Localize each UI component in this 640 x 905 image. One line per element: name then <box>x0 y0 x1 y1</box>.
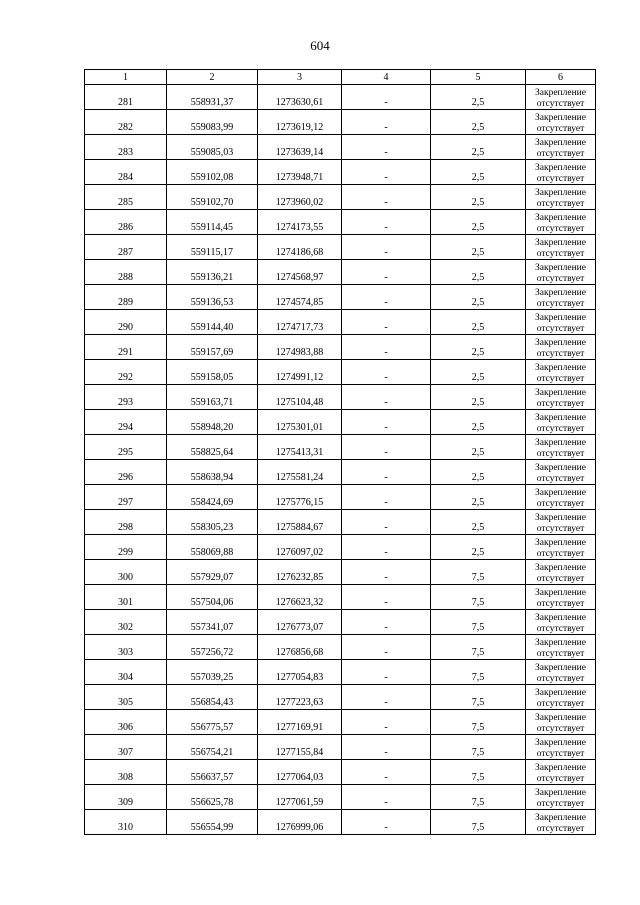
column-5-cell: 2,5 <box>431 510 526 535</box>
fixation-status-cell: Закрепление отсутствует <box>526 110 596 135</box>
fixation-status-cell: Закрепление отсутствует <box>526 510 596 535</box>
column-header: 6 <box>526 70 596 85</box>
column-5-cell: 2,5 <box>431 310 526 335</box>
column-4-cell: - <box>342 335 431 360</box>
column-5-cell: 2,5 <box>431 535 526 560</box>
fixation-status-cell: Закрепление отсутствует <box>526 435 596 460</box>
table-row <box>85 310 596 335</box>
table-row <box>85 660 596 685</box>
column-5-cell: 2,5 <box>431 385 526 410</box>
table-row <box>85 560 596 585</box>
point-number-cell: 291 <box>85 335 167 360</box>
column-4-cell: - <box>342 210 431 235</box>
point-number-cell: 283 <box>85 135 167 160</box>
fixation-status-cell: Закрепление отсутствует <box>526 485 596 510</box>
y-coordinate-cell: 1274983,88 <box>258 335 342 360</box>
column-5-cell: 2,5 <box>431 410 526 435</box>
column-5-cell: 2,5 <box>431 360 526 385</box>
column-5-cell: 7,5 <box>431 635 526 660</box>
column-5-cell: 2,5 <box>431 285 526 310</box>
y-coordinate-cell: 1276623,32 <box>258 585 342 610</box>
point-number-cell: 287 <box>85 235 167 260</box>
x-coordinate-cell: 557341,07 <box>167 610 258 635</box>
column-4-cell: - <box>342 435 431 460</box>
column-4-cell: - <box>342 385 431 410</box>
point-number-cell: 281 <box>85 85 167 110</box>
fixation-status-cell: Закрепление отсутствует <box>526 85 596 110</box>
column-4-cell: - <box>342 585 431 610</box>
table-row <box>85 135 596 160</box>
fixation-status-cell: Закрепление отсутствует <box>526 635 596 660</box>
table-row <box>85 85 596 110</box>
fixation-status-cell: Закрепление отсутствует <box>526 560 596 585</box>
column-5-cell: 2,5 <box>431 260 526 285</box>
fixation-status-cell: Закрепление отсутствует <box>526 410 596 435</box>
x-coordinate-cell: 556625,78 <box>167 785 258 810</box>
table-header-row <box>85 70 596 85</box>
fixation-status-cell: Закрепление отсутствует <box>526 260 596 285</box>
y-coordinate-cell: 1276232,85 <box>258 560 342 585</box>
y-coordinate-cell: 1274717,73 <box>258 310 342 335</box>
table-row <box>85 285 596 310</box>
column-5-cell: 7,5 <box>431 785 526 810</box>
column-4-cell: - <box>342 610 431 635</box>
column-header: 3 <box>258 70 342 85</box>
y-coordinate-cell: 1277064,03 <box>258 760 342 785</box>
y-coordinate-cell: 1277169,91 <box>258 710 342 735</box>
fixation-status-cell: Закрепление отсутствует <box>526 210 596 235</box>
x-coordinate-cell: 559163,71 <box>167 385 258 410</box>
column-header: 2 <box>167 70 258 85</box>
column-5-cell: 2,5 <box>431 460 526 485</box>
column-5-cell: 7,5 <box>431 610 526 635</box>
x-coordinate-cell: 556775,57 <box>167 710 258 735</box>
column-4-cell: - <box>342 310 431 335</box>
table-row <box>85 160 596 185</box>
point-number-cell: 284 <box>85 160 167 185</box>
point-number-cell: 285 <box>85 185 167 210</box>
fixation-status-cell: Закрепление отсутствует <box>526 185 596 210</box>
table-row <box>85 510 596 535</box>
column-4-cell: - <box>342 285 431 310</box>
point-number-cell: 304 <box>85 660 167 685</box>
column-header: 5 <box>431 70 526 85</box>
x-coordinate-cell: 559115,17 <box>167 235 258 260</box>
table-row <box>85 485 596 510</box>
y-coordinate-cell: 1275301,01 <box>258 410 342 435</box>
column-4-cell: - <box>342 810 431 835</box>
fixation-status-cell: Закрепление отсутствует <box>526 335 596 360</box>
point-number-cell: 292 <box>85 360 167 385</box>
column-4-cell: - <box>342 235 431 260</box>
column-4-cell: - <box>342 735 431 760</box>
column-5-cell: 7,5 <box>431 810 526 835</box>
column-5-cell: 2,5 <box>431 235 526 260</box>
point-number-cell: 286 <box>85 210 167 235</box>
column-5-cell: 2,5 <box>431 135 526 160</box>
x-coordinate-cell: 559102,08 <box>167 160 258 185</box>
column-4-cell: - <box>342 510 431 535</box>
y-coordinate-cell: 1276773,07 <box>258 610 342 635</box>
point-number-cell: 282 <box>85 110 167 135</box>
x-coordinate-cell: 559083,99 <box>167 110 258 135</box>
x-coordinate-cell: 559136,53 <box>167 285 258 310</box>
x-coordinate-cell: 558638,94 <box>167 460 258 485</box>
x-coordinate-cell: 556754,21 <box>167 735 258 760</box>
y-coordinate-cell: 1275413,31 <box>258 435 342 460</box>
point-number-cell: 293 <box>85 385 167 410</box>
table-row <box>85 635 596 660</box>
y-coordinate-cell: 1275884,67 <box>258 510 342 535</box>
column-4-cell: - <box>342 785 431 810</box>
x-coordinate-cell: 556554,99 <box>167 810 258 835</box>
y-coordinate-cell: 1273960,02 <box>258 185 342 210</box>
column-4-cell: - <box>342 260 431 285</box>
y-coordinate-cell: 1273948,71 <box>258 160 342 185</box>
fixation-status-cell: Закрепление отсутствует <box>526 460 596 485</box>
x-coordinate-cell: 559158,05 <box>167 360 258 385</box>
x-coordinate-cell: 558305,23 <box>167 510 258 535</box>
fixation-status-cell: Закрепление отсутствует <box>526 385 596 410</box>
column-4-cell: - <box>342 85 431 110</box>
x-coordinate-cell: 559102,70 <box>167 185 258 210</box>
fixation-status-cell: Закрепление отсутствует <box>526 285 596 310</box>
column-4-cell: - <box>342 685 431 710</box>
table-row <box>85 760 596 785</box>
table-body <box>85 85 596 835</box>
point-number-cell: 301 <box>85 585 167 610</box>
y-coordinate-cell: 1275581,24 <box>258 460 342 485</box>
column-5-cell: 2,5 <box>431 110 526 135</box>
table-row <box>85 810 596 835</box>
table-row <box>85 235 596 260</box>
point-number-cell: 290 <box>85 310 167 335</box>
fixation-status-cell: Закрепление отсутствует <box>526 785 596 810</box>
point-number-cell: 294 <box>85 410 167 435</box>
y-coordinate-cell: 1275104,48 <box>258 385 342 410</box>
coordinates-table <box>84 69 596 835</box>
point-number-cell: 297 <box>85 485 167 510</box>
y-coordinate-cell: 1277061,59 <box>258 785 342 810</box>
x-coordinate-cell: 558948,20 <box>167 410 258 435</box>
x-coordinate-cell: 559085,03 <box>167 135 258 160</box>
column-4-cell: - <box>342 635 431 660</box>
fixation-status-cell: Закрепление отсутствует <box>526 660 596 685</box>
x-coordinate-cell: 557929,07 <box>167 560 258 585</box>
x-coordinate-cell: 559114,45 <box>167 210 258 235</box>
y-coordinate-cell: 1273630,61 <box>258 85 342 110</box>
column-5-cell: 2,5 <box>431 85 526 110</box>
column-4-cell: - <box>342 135 431 160</box>
column-5-cell: 2,5 <box>431 210 526 235</box>
x-coordinate-cell: 558069,88 <box>167 535 258 560</box>
point-number-cell: 295 <box>85 435 167 460</box>
x-coordinate-cell: 558931,37 <box>167 85 258 110</box>
fixation-status-cell: Закрепление отсутствует <box>526 710 596 735</box>
table-row <box>85 360 596 385</box>
fixation-status-cell: Закрепление отсутствует <box>526 135 596 160</box>
point-number-cell: 308 <box>85 760 167 785</box>
column-4-cell: - <box>342 535 431 560</box>
column-5-cell: 7,5 <box>431 660 526 685</box>
point-number-cell: 303 <box>85 635 167 660</box>
table-row <box>85 785 596 810</box>
column-4-cell: - <box>342 485 431 510</box>
y-coordinate-cell: 1277054,83 <box>258 660 342 685</box>
y-coordinate-cell: 1274173,55 <box>258 210 342 235</box>
table-row <box>85 685 596 710</box>
column-5-cell: 2,5 <box>431 435 526 460</box>
column-header: 4 <box>342 70 431 85</box>
column-4-cell: - <box>342 360 431 385</box>
column-5-cell: 7,5 <box>431 685 526 710</box>
column-5-cell: 2,5 <box>431 335 526 360</box>
fixation-status-cell: Закрепление отсутствует <box>526 310 596 335</box>
table-row <box>85 610 596 635</box>
column-5-cell: 2,5 <box>431 185 526 210</box>
point-number-cell: 302 <box>85 610 167 635</box>
y-coordinate-cell: 1273619,12 <box>258 110 342 135</box>
point-number-cell: 288 <box>85 260 167 285</box>
column-5-cell: 2,5 <box>431 485 526 510</box>
point-number-cell: 305 <box>85 685 167 710</box>
point-number-cell: 309 <box>85 785 167 810</box>
y-coordinate-cell: 1277155,84 <box>258 735 342 760</box>
x-coordinate-cell: 559136,21 <box>167 260 258 285</box>
y-coordinate-cell: 1276999,06 <box>258 810 342 835</box>
fixation-status-cell: Закрепление отсутствует <box>526 810 596 835</box>
fixation-status-cell: Закрепление отсутствует <box>526 685 596 710</box>
column-5-cell: 7,5 <box>431 585 526 610</box>
point-number-cell: 300 <box>85 560 167 585</box>
fixation-status-cell: Закрепление отсутствует <box>526 735 596 760</box>
table-row <box>85 535 596 560</box>
column-4-cell: - <box>342 560 431 585</box>
table-row <box>85 585 596 610</box>
column-5-cell: 7,5 <box>431 735 526 760</box>
table-row <box>85 460 596 485</box>
fixation-status-cell: Закрепление отсутствует <box>526 610 596 635</box>
table-row <box>85 385 596 410</box>
table-row <box>85 335 596 360</box>
fixation-status-cell: Закрепление отсутствует <box>526 160 596 185</box>
column-4-cell: - <box>342 160 431 185</box>
column-5-cell: 2,5 <box>431 160 526 185</box>
point-number-cell: 298 <box>85 510 167 535</box>
column-5-cell: 7,5 <box>431 560 526 585</box>
x-coordinate-cell: 558424,69 <box>167 485 258 510</box>
x-coordinate-cell: 556854,43 <box>167 685 258 710</box>
y-coordinate-cell: 1274186,68 <box>258 235 342 260</box>
x-coordinate-cell: 559157,69 <box>167 335 258 360</box>
table-row <box>85 410 596 435</box>
column-4-cell: - <box>342 710 431 735</box>
fixation-status-cell: Закрепление отсутствует <box>526 535 596 560</box>
table-row <box>85 185 596 210</box>
column-4-cell: - <box>342 660 431 685</box>
table-row <box>85 735 596 760</box>
y-coordinate-cell: 1277223,63 <box>258 685 342 710</box>
y-coordinate-cell: 1276097,02 <box>258 535 342 560</box>
table-row <box>85 110 596 135</box>
fixation-status-cell: Закрепление отсутствует <box>526 585 596 610</box>
page-number: 604 <box>310 38 330 53</box>
fixation-status-cell: Закрепление отсутствует <box>526 360 596 385</box>
table-row <box>85 260 596 285</box>
fixation-status-cell: Закрепление отсутствует <box>526 760 596 785</box>
x-coordinate-cell: 558825,64 <box>167 435 258 460</box>
x-coordinate-cell: 559144,40 <box>167 310 258 335</box>
column-5-cell: 7,5 <box>431 710 526 735</box>
column-5-cell: 7,5 <box>431 760 526 785</box>
table-row <box>85 710 596 735</box>
x-coordinate-cell: 557039,25 <box>167 660 258 685</box>
column-4-cell: - <box>342 185 431 210</box>
column-4-cell: - <box>342 760 431 785</box>
column-4-cell: - <box>342 410 431 435</box>
y-coordinate-cell: 1273639,14 <box>258 135 342 160</box>
y-coordinate-cell: 1274568,97 <box>258 260 342 285</box>
table-row <box>85 210 596 235</box>
column-header: 1 <box>85 70 167 85</box>
point-number-cell: 289 <box>85 285 167 310</box>
point-number-cell: 310 <box>85 810 167 835</box>
x-coordinate-cell: 557504,06 <box>167 585 258 610</box>
y-coordinate-cell: 1276856,68 <box>258 635 342 660</box>
point-number-cell: 299 <box>85 535 167 560</box>
column-4-cell: - <box>342 460 431 485</box>
x-coordinate-cell: 556637,57 <box>167 760 258 785</box>
y-coordinate-cell: 1274574,85 <box>258 285 342 310</box>
column-4-cell: - <box>342 110 431 135</box>
y-coordinate-cell: 1274991,12 <box>258 360 342 385</box>
x-coordinate-cell: 557256,72 <box>167 635 258 660</box>
point-number-cell: 296 <box>85 460 167 485</box>
table-row <box>85 435 596 460</box>
fixation-status-cell: Закрепление отсутствует <box>526 235 596 260</box>
point-number-cell: 307 <box>85 735 167 760</box>
y-coordinate-cell: 1275776,15 <box>258 485 342 510</box>
point-number-cell: 306 <box>85 710 167 735</box>
